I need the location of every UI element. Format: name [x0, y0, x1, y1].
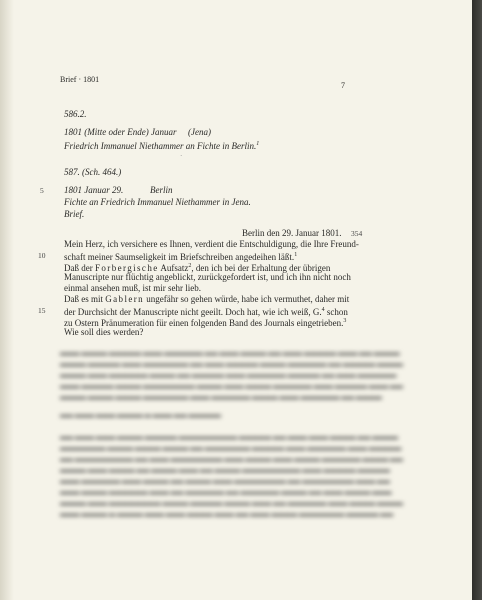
letter-place: (Jena) — [188, 127, 211, 137]
letter-date: 1801 (Mitte oder Ende) Januar — [64, 127, 177, 137]
line-number: 10 — [38, 251, 46, 260]
letter-number: 586.2. — [64, 109, 87, 119]
letter-place: Berlin — [150, 185, 173, 195]
body-line: Wie soll dies werden? — [64, 327, 144, 337]
decorative-dot: · — [180, 152, 183, 160]
blurred-footnotes-block-1: ▬▬▬ ▬▬▬▬ ▬▬▬▬▬ ▬▬▬ ▬▬▬▬▬▬ ▬▬ ▬▬▬ ▬▬▬▬ ▬▬ ▬▬▬ ▬▬▬▬▬ ▬▬▬ ▬▬ ▬▬▬▬ ▬▬▬▬ ▬▬▬▬▬ ▬▬▬ ▬▬▬▬▬▬▬ ▬▬ ▬▬▬ ▬▬▬▬▬ ▬▬▬▬ ▬▬▬▬▬▬ ▬▬ ▬▬▬▬▬ ▬▬▬▬ ▬▬▬▬ ▬▬▬ ▬▬▬▬▬▬ ▬▬▬▬ ▬▬ ▬▬▬▬▬ ▬▬▬ ▬▬▬▬▬▬ ▬▬▬▬▬ ▬▬ ▬▬▬ ▬▬▬▬▬▬ ▬▬▬ ▬▬▬▬▬ ▬▬▬▬ ▬▬▬▬▬▬▬▬ ▬▬▬▬ ▬▬▬ ▬▬▬▬ ▬▬▬▬▬▬ ▬▬▬ ▬▬▬▬▬ ▬▬▬ ▬▬ ▬▬▬▬ ▬▬▬▬ ▬▬▬▬ ▬▬▬▬▬▬▬ ▬▬▬ ▬▬▬▬▬▬ ▬▬▬▬ ▬▬▬ ▬▬▬▬▬▬ ▬▬ ▬▬▬▬ — [60, 350, 403, 401]
running-title: Brief · 1801 — [60, 75, 100, 84]
body-line: Daß der Forbergische Aufsatz$^2$, den ich bei der Erhaltung der übrigen — [64, 263, 331, 273]
letter-parties: Fichte an Friedrich Immanuel Niethammer in Jena. — [64, 197, 251, 207]
blurred-footnotes-block-2: ▬▬ ▬▬▬ ▬▬▬ ▬▬▬▬ ▬ ▬▬▬ ▬▬ ▬▬▬▬▬ — [60, 412, 221, 419]
body-line: Manuscripte nur flüchtig angeblickt, zurückgefordert ist, und ich ihn nicht noch — [64, 272, 351, 282]
letter-date: 1801 Januar 29. — [64, 185, 124, 195]
page-number: 7 — [341, 81, 345, 90]
dateline: Berlin den 29. Januar 1801. — [242, 228, 342, 238]
body-line: der Durchsicht der Manuscripte nicht geeilt. Doch hat, wie ich weiß, G.$^4$ schon — [64, 307, 348, 317]
page-gutter-shadow — [0, 0, 14, 600]
body-line: schaft meiner Saumseligkeit im Briefschreiben angedeihen läßt.$^1$ — [64, 252, 298, 262]
letter-kind: Brief. — [64, 209, 85, 219]
letter-parties: Friedrich Immanuel Niethammer an Fichte in Berlin.$^1$ — [64, 141, 260, 151]
letter-number: 587. (Sch. 464.) — [64, 167, 122, 177]
body-line: einmal ansehen muß, ist mir sehr lieb. — [64, 283, 201, 293]
margin-ref: 354 — [351, 229, 363, 238]
line-number: 5 — [40, 186, 44, 195]
book-edge — [472, 0, 482, 600]
line-number: 15 — [38, 306, 46, 315]
body-line: Daß es mit Gablern ungefähr so gehen würde, habe ich vermuthet, daher mit — [64, 294, 350, 304]
blurred-footnotes-block-3: ▬▬ ▬▬▬ ▬▬▬ ▬▬▬▬ ▬▬▬▬▬ ▬▬▬▬▬▬▬▬▬ ▬▬▬▬▬ ▬▬ ▬▬▬ ▬▬▬ ▬▬▬▬ ▬▬ ▬▬▬▬ ▬▬▬▬▬▬▬ ▬▬▬▬ ▬▬▬▬ ▬▬▬▬ ▬▬ ▬▬▬▬▬▬▬ ▬▬▬▬▬ ▬▬▬ ▬▬▬▬▬▬ ▬▬▬ ▬▬▬▬▬ ▬▬ ▬▬▬▬▬▬▬▬▬ ▬▬ ▬▬▬ ▬▬▬▬▬▬▬▬ ▬▬▬ ▬▬▬▬ ▬▬▬ ▬▬▬▬ ▬▬▬▬▬▬ ▬▬▬▬ ▬▬ ▬▬▬▬ ▬▬▬ ▬▬▬▬ ▬▬ ▬▬▬▬ ▬▬▬ ▬▬ ▬▬▬▬ ▬▬▬▬▬▬▬▬▬ ▬▬▬ ▬▬▬▬▬ ▬▬▬▬▬ ▬▬▬ ▬▬▬▬▬▬ ▬▬▬ ▬▬▬▬ ▬▬ ▬▬▬▬ ▬▬▬ ▬▬▬▬▬▬▬▬ ▬▬ ▬▬▬▬▬▬▬▬ ▬▬▬ ▬▬ ▬▬▬ ▬▬▬▬ ▬▬▬▬▬▬ ▬▬▬ ▬▬ ▬▬▬▬▬▬ ▬▬ ▬▬▬▬▬▬ ▬▬▬▬ ▬▬ ▬▬▬ ▬▬▬▬ ▬▬▬ ▬▬▬▬ ▬▬▬ ▬▬▬▬▬▬▬▬ ▬▬▬▬ ▬▬▬▬▬ ▬▬▬▬ ▬▬▬ ▬▬ ▬▬▬▬▬▬ ▬▬▬ ▬▬▬▬ ▬▬▬▬ ▬▬▬ ▬▬▬▬ ▬ ▬▬▬▬ ▬▬▬ ▬▬▬ ▬▬▬▬ ▬▬▬ ▬▬ ▬▬▬ ▬▬▬▬ ▬▬▬▬▬▬▬ ▬▬▬▬▬ ▬▬ — [60, 434, 403, 518]
body-line: zu Ostern Pränumeration für einen folgenden Band des Journals eingetrieben.$^3$ — [64, 318, 347, 328]
body-line: Mein Herz, ich versichere es Ihnen, verdient die Entschuldigung, die Ihre Freund- — [64, 239, 359, 249]
